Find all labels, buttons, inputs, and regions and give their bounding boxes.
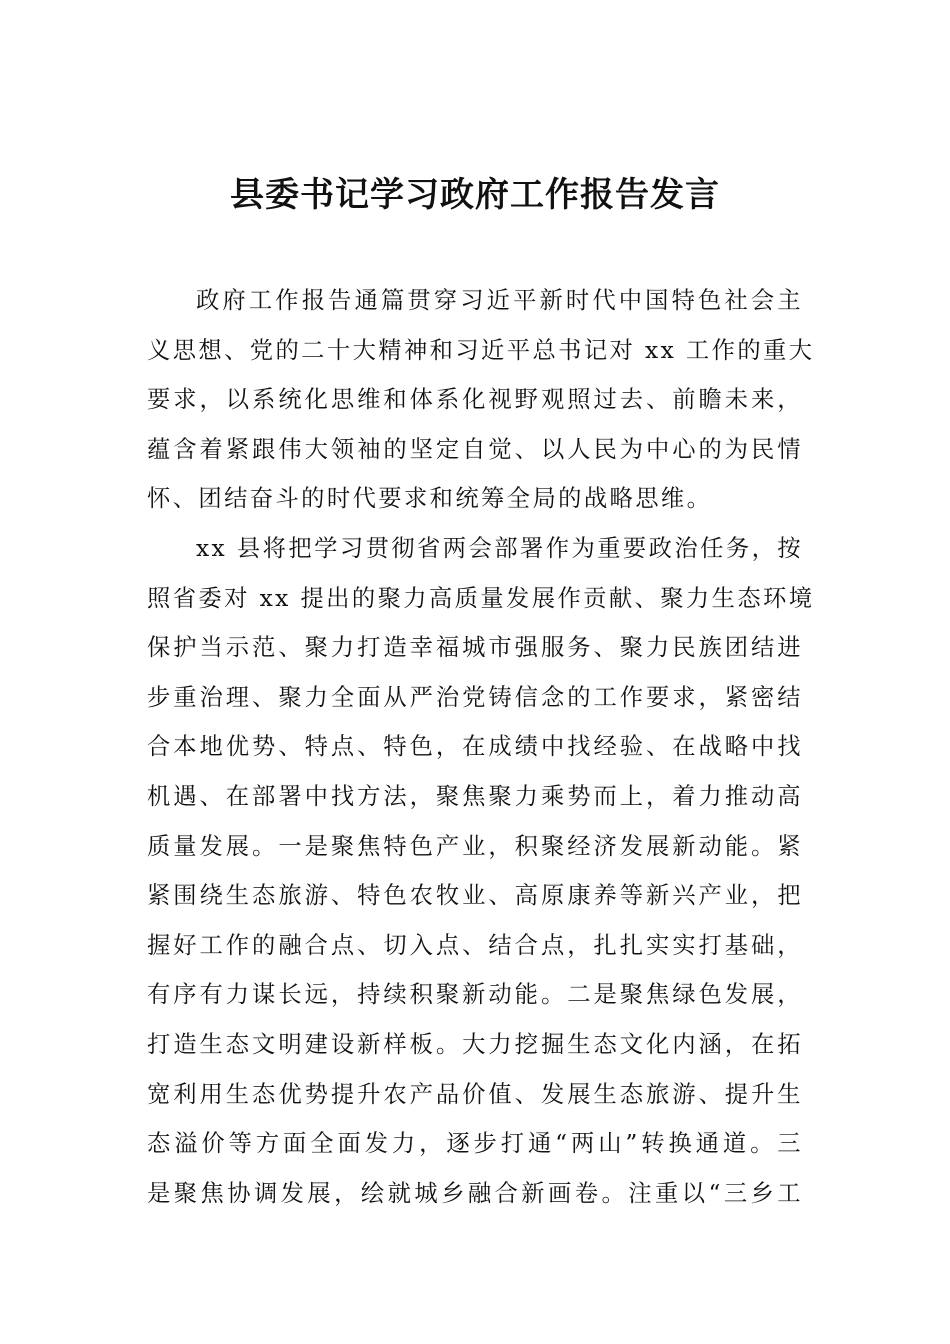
text-line: 步重治理、聚力全面从严治党铸信念的工作要求，紧密结 [147,683,803,711]
text-line: 紧围绕生态旅游、特色农牧业、高原康养等新兴产业，把 [147,882,803,910]
text-line: 是聚焦协调发展，绘就城乡融合新画卷。注重以“三乡工 [147,1179,803,1207]
text-line: 宽利用生态优势提升农产品价值、发展生态旅游、提升生 [147,1080,803,1108]
text-line: 要求，以系统化思维和体系化视野观照过去、前瞻未来， [147,386,803,414]
text-line: 义思想、党的二十大精神和习近平总书记对 xx 工作的重大 [147,336,815,364]
text-line: 质量发展。一是聚焦特色产业，积聚经济发展新动能。紧 [147,832,803,860]
document-body [147,276,815,1218]
text-line: 机遇、在部署中找方法，聚焦聚力乘势而上，着力推动高 [147,782,803,810]
text-line: 打造生态文明建设新样板。大力挖掘生态文化内涵，在拓 [147,1030,803,1058]
text-line: 照省委对 xx 提出的聚力高质量发展作贡献、聚力生态环境 [147,584,815,612]
text-line: 态溢价等方面全面发力，逐步打通“两山”转换通道。三 [147,1130,803,1158]
text-line: 蕴含着紧跟伟大领袖的坚定自觉、以人民为中心的为民情 [147,435,803,463]
paragraph-2 [147,524,815,1218]
document-title: 县委书记学习政府工作报告发言 [230,175,720,215]
paragraph-1 [147,276,815,524]
text-line: 政府工作报告通篇贯穿习近平新时代中国特色社会主 [196,287,803,314]
text-line: 保护当示范、聚力打造幸福城市强服务、聚力民族团结进 [147,634,803,662]
text-line: 有序有力谋长远，持续积聚新动能。二是聚焦绿色发展， [147,981,803,1009]
text-line: 怀、团结奋斗的时代要求和统筹全局的战略思维。 [147,485,713,513]
text-line: 握好工作的融合点、切入点、结合点，扎扎实实打基础， [147,931,803,959]
text-line: xx 县将把学习贯彻省两会部署作为重要政治任务，按 [196,534,803,562]
text-line: 合本地优势、特点、特色，在成绩中找经验、在战略中找 [147,733,803,761]
